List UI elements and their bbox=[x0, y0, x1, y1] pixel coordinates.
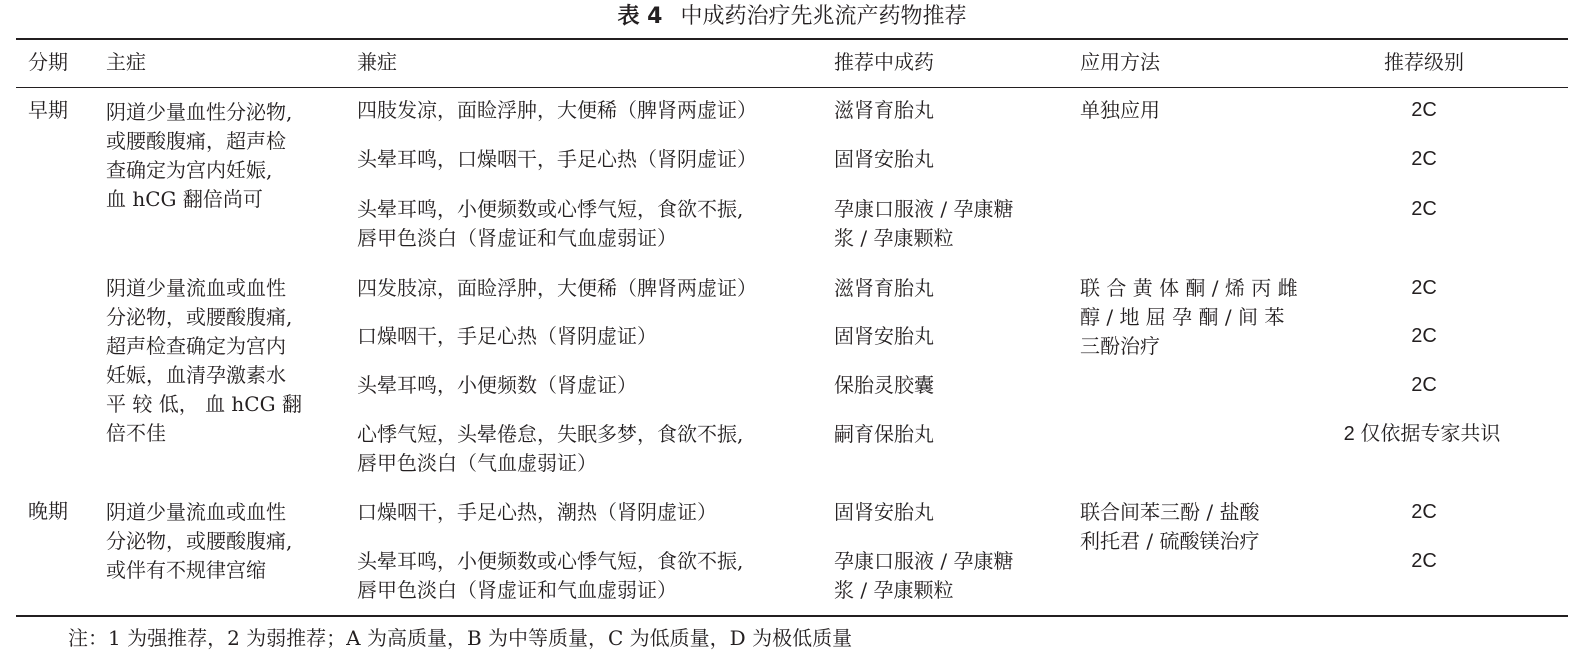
text-line: 三酚治疗 bbox=[1080, 334, 1160, 358]
text-line: 分泌物，或腰酸腹痛, bbox=[106, 305, 293, 329]
accompanying-symptom: 头晕耳鸣，口燥咽干，手足心热（肾阴虚证） bbox=[357, 147, 757, 171]
text-line: 醇 / 地 屈 孕 酮 / 间 苯 bbox=[1080, 305, 1285, 329]
stage-late: 晚期 bbox=[28, 499, 68, 523]
text-line: 利托君 / 硫酸镁治疗 bbox=[1080, 529, 1260, 553]
accompanying-symptom: 四发肢凉，面睑浮肿，大便稀（脾肾两虚证） bbox=[357, 276, 757, 300]
text-line: 联 合 黄 体 酮 / 烯 丙 雌 bbox=[1080, 276, 1298, 300]
top-rule bbox=[16, 38, 1568, 40]
accompanying-symptom: 唇甲色淡白（肾虚证和气血虚弱证） bbox=[357, 226, 677, 250]
text-line: 查确定为宫内妊娠, bbox=[106, 158, 273, 182]
accompanying-symptom: 口燥咽干，手足心热，潮热（肾阴虚证） bbox=[357, 500, 717, 524]
recommended-medicine: 固肾安胎丸 bbox=[834, 147, 934, 171]
text-line: 阴道少量流血或血性 bbox=[106, 500, 286, 524]
header-rule bbox=[16, 87, 1568, 88]
accompanying-symptom: 唇甲色淡白（气血虚弱证） bbox=[357, 451, 597, 475]
text-line: 阴道少量血性分泌物, bbox=[106, 100, 293, 124]
recommendation-grade: 2C bbox=[1411, 198, 1437, 220]
recommended-medicine: 孕康口服液 / 孕康糖 bbox=[834, 197, 1014, 221]
recommended-medicine: 固肾安胎丸 bbox=[834, 324, 934, 348]
recommendation-grade: 2C bbox=[1411, 148, 1437, 170]
accompanying-symptom: 头晕耳鸣，小便频数或心悸气短，食欲不振, bbox=[357, 549, 744, 573]
text-line: 阴道少量流血或血性 bbox=[106, 276, 286, 300]
accompanying-symptom: 头晕耳鸣，小便频数或心悸气短，食欲不振, bbox=[357, 197, 744, 221]
text-line: 或腰酸腹痛，超声检 bbox=[106, 129, 286, 153]
recommended-medicine: 滋肾育胎丸 bbox=[834, 98, 934, 122]
header-usage: 应用方法 bbox=[1080, 50, 1160, 74]
recommended-medicine: 滋肾育胎丸 bbox=[834, 276, 934, 300]
text-line: 平 较 低， 血 hCG 翻 bbox=[106, 392, 302, 416]
text-line: 妊娠，血清孕激素水 bbox=[106, 363, 286, 387]
accompanying-symptom: 头晕耳鸣，小便频数（肾虚证） bbox=[357, 373, 637, 397]
text-line: 或伴有不规律宫缩 bbox=[106, 558, 266, 582]
accompanying-symptom: 唇甲色淡白（肾虚证和气血虚弱证） bbox=[357, 578, 677, 602]
recommended-medicine: 嗣育保胎丸 bbox=[834, 422, 934, 446]
header-grade: 推荐级别 bbox=[1384, 50, 1464, 74]
recommendation-grade: 2C bbox=[1411, 277, 1437, 299]
stage-early: 早期 bbox=[28, 98, 68, 122]
accompanying-symptom: 四肢发凉，面睑浮肿，大便稀（脾肾两虚证） bbox=[357, 98, 757, 122]
text-line: 血 hCG 翻倍尚可 bbox=[106, 187, 263, 211]
accompanying-symptom: 心悸气短，头晕倦怠，失眠多梦，食欲不振, bbox=[357, 422, 744, 446]
recommended-medicine: 浆 / 孕康颗粒 bbox=[834, 578, 954, 602]
recommended-medicine: 孕康口服液 / 孕康糖 bbox=[834, 549, 1014, 573]
text-line: 单独应用 bbox=[1080, 98, 1160, 122]
recommendation-grade: 2C bbox=[1411, 325, 1437, 347]
table-caption bbox=[0, 0, 1584, 34]
recommended-medicine: 固肾安胎丸 bbox=[834, 500, 934, 524]
recommendation-grade: 2C bbox=[1411, 374, 1437, 396]
table-title: 中成药治疗先兆流产药物推荐 bbox=[680, 4, 967, 29]
text-line: 分泌物，或腰酸腹痛, bbox=[106, 529, 293, 553]
recommendation-grade: 2C bbox=[1411, 550, 1437, 572]
text-line: 联合间苯三酚 / 盐酸 bbox=[1080, 500, 1260, 524]
text-line: 倍不佳 bbox=[106, 421, 166, 445]
accompanying-symptom: 口燥咽干，手足心热（肾阴虚证） bbox=[357, 324, 657, 348]
bottom-rule bbox=[16, 615, 1568, 617]
header-accompanying-symptom: 兼症 bbox=[357, 50, 397, 74]
recommendation-grade: 2C bbox=[1411, 501, 1437, 523]
text-line: 超声检查确定为宫内 bbox=[106, 334, 286, 358]
header-stage: 分期 bbox=[28, 50, 68, 74]
header-recommended-medicine: 推荐中成药 bbox=[834, 50, 934, 74]
header-main-symptom: 主症 bbox=[106, 50, 146, 74]
recommended-medicine: 保胎灵胶囊 bbox=[834, 373, 934, 397]
recommendation-grade: 2 仅依据专家共识 bbox=[1343, 423, 1501, 445]
recommended-medicine: 浆 / 孕康颗粒 bbox=[834, 226, 954, 250]
recommendation-grade: 2C bbox=[1411, 99, 1437, 121]
table-number: 表 4 bbox=[617, 4, 663, 29]
table-footnote: 注：1 为强推荐，2 为弱推荐；A 为高质量，B 为中等质量，C 为低质量，D 为极低质量 bbox=[68, 626, 853, 650]
